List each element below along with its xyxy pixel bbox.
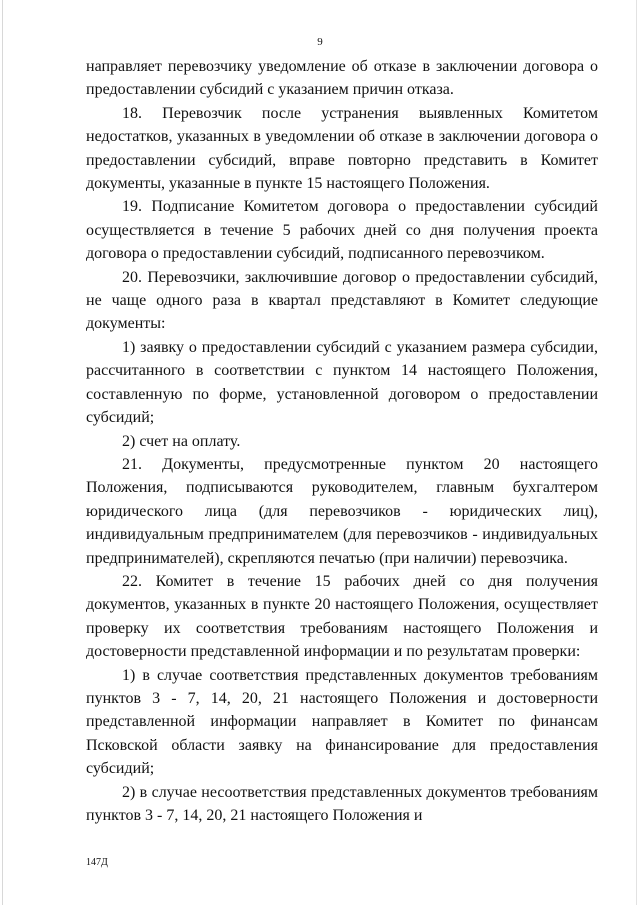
paragraph-22: 22. Комитет в течение 15 рабочих дней со дня получения документов, указанных в пункте 20 настоящего Положения, осуществляет проверку их соответствия требованиям настоящего Положения и достоверности представленной информации и по результатам проверки: bbox=[86, 572, 598, 661]
paragraph-22-item-2: 2) в случае несоответствия представленных документов требованиям пунктов 3 - 7, 14, 20, 21 настоящего Положения и bbox=[86, 783, 598, 824]
document-body bbox=[86, 55, 598, 827]
paragraph-19: 19. Подписание Комитетом договора о предоставлении субсидий осуществляется в течение 5 рабочих дней со дня получения проекта договора о предоставлении субсидий, подписанного перевозчиком. bbox=[86, 198, 598, 263]
paragraph-20-item-2: 2) счет на оплату. bbox=[122, 432, 241, 450]
scan-edge-right bbox=[636, 0, 637, 905]
paragraph-20-item-1: 1) заявку о предоставлении субсидий с указанием размера субсидии, рассчитанного в соответствии с пунктом 14 настоящего Положения, составленную по форме, установленной договором о предоставлении субсидий; bbox=[86, 338, 598, 427]
page-number: 9 bbox=[317, 36, 323, 48]
paragraph-20: 20. Перевозчики, заключившие договор о предоставлении субсидий, не чаще одного раза в квартал представляют в Комитет следующие документы: bbox=[86, 268, 598, 333]
paragraph-22-item-1: 1) в случае соответствия представленных документов требованиям пунктов 3 - 7, 14, 20, 21 настоящего Положения и достоверности представленной информации направляет в Комитет по финансам Псковской области заявку на финансирование для предоставления субсидий; bbox=[86, 666, 598, 778]
paragraph-18: 18. Перевозчик после устранения выявленных Комитетом недостатков, указанных в уведомлении об отказе в заключении договора о предоставлении субсидий, вправе повторно представить в Комитет документы, указанные в пункте 15 настоящего Положения. bbox=[86, 104, 598, 193]
paragraph-21: 21. Документы, предусмотренные пунктом 20 настоящего Положения, подписываются руководителем, главным бухгалтером юридического лица (для перевозчиков - юридических лиц), индивидуальным предпринимателем (для перевозчиков - индивидуальных предпринимателей), скрепляются печатью (при наличии) перевозчика. bbox=[86, 455, 598, 567]
footer-document-code: 147Д bbox=[86, 857, 108, 868]
scan-edge-left bbox=[2, 0, 3, 905]
paragraph-continuation: направляет перевозчику уведомление об отказе в заключении договора о предоставлении субсидий с указанием причин отказа. bbox=[86, 58, 598, 99]
